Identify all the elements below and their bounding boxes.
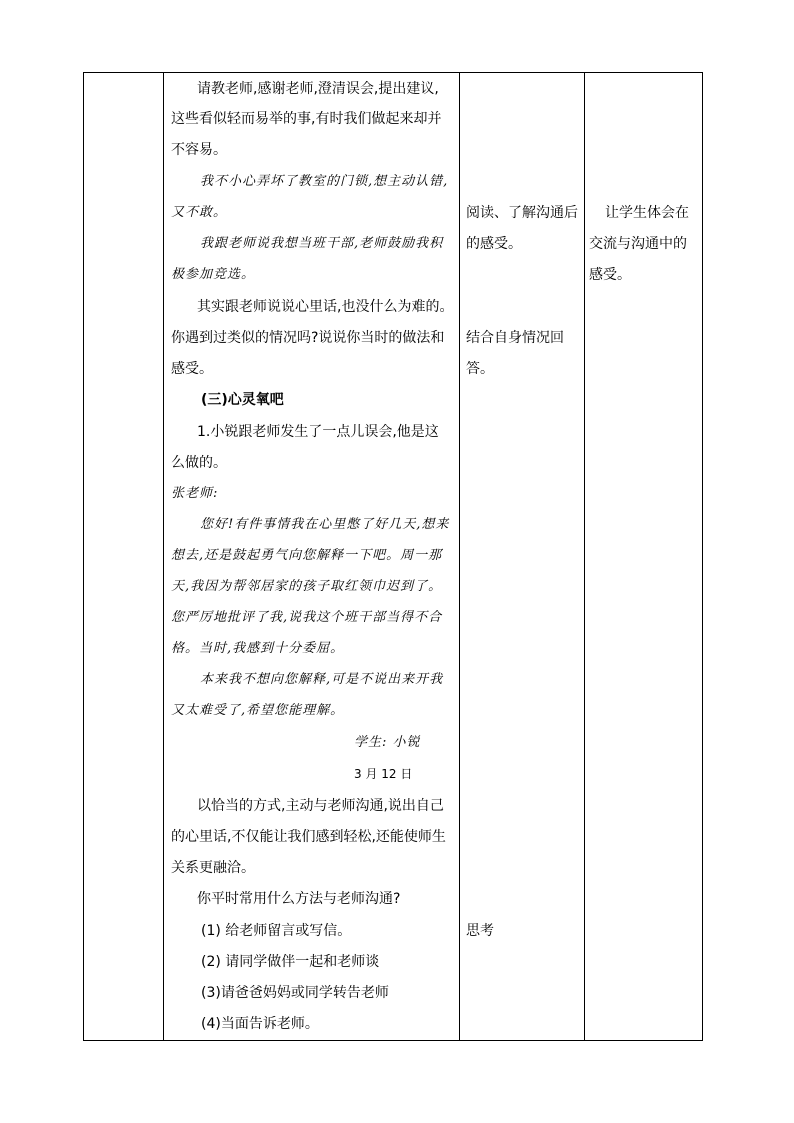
letter-date: 3 月 12 日 — [354, 767, 413, 781]
example-1-line: 又不敢。 — [171, 205, 228, 220]
reflection-paragraph-line: 你遇到过类似的情况吗?说说你当时的做法和 — [171, 330, 445, 346]
activity-2-line: 答。 — [466, 361, 494, 377]
question-2: 你平时常用什么方法与老师沟通? — [197, 891, 401, 907]
option-item: (1) 给老师留言或写信。 — [201, 923, 352, 939]
option-item: (2) 请同学做伴一起和老师谈 — [201, 954, 380, 970]
reflection-paragraph-line: 感受。 — [171, 361, 213, 377]
column-divider-3 — [584, 72, 585, 1041]
letter-signature: 学生: 小锐 — [354, 735, 421, 750]
table-border-left — [83, 72, 84, 1041]
summary-paragraph-line: 的心里话,不仅能让我们感到轻松,还能使师生 — [171, 829, 446, 845]
summary-paragraph-line: 关系更融洽。 — [171, 860, 255, 876]
purpose-line: 感受。 — [589, 267, 631, 283]
letter-body-line: 想去,还是鼓起勇气向您解释一下吧。周一那 — [171, 548, 443, 563]
table-top-border — [83, 72, 703, 73]
letter-body-line: 又太难受了,希望您能理解。 — [171, 703, 345, 718]
activity-3: 思考 — [466, 923, 494, 939]
letter-body-line: 您好!有件事情我在心里憋了好几天,想来 — [200, 517, 450, 532]
question-1-line: 1.小锐跟老师发生了一点儿误会,他是这 — [197, 424, 439, 440]
intro-paragraph-line: 这些看似轻而易举的事,有时我们做起来却并 — [171, 111, 442, 127]
option-item: (4)当面告诉老师。 — [201, 1016, 319, 1032]
intro-paragraph-line: 请教老师,感谢老师,澄清误会,提出建议, — [197, 81, 439, 97]
column-divider-2 — [459, 72, 460, 1041]
letter-body-line: 本来我不想向您解释,可是不说出来开我 — [200, 672, 444, 687]
activity-1-line: 的感受。 — [466, 236, 522, 252]
summary-paragraph-line: 以恰当的方式,主动与老师沟通,说出自己 — [197, 798, 444, 814]
letter-body-line: 您严厉地批评了我,说我这个班干部当得不合 — [171, 610, 443, 625]
letter-greeting: 张老师: — [171, 486, 219, 501]
reflection-paragraph-line: 其实跟老师说说心里话,也没什么为难的。 — [197, 299, 454, 315]
purpose-line: 让学生体会在 — [605, 205, 689, 221]
table-bottom-border — [83, 1040, 703, 1041]
letter-body-line: 格。当时,我感到十分委屈。 — [171, 641, 345, 656]
option-item: (3)请爸爸妈妈或同学转告老师 — [201, 985, 389, 1001]
table-border-right — [702, 72, 703, 1041]
example-1-line: 我不小心弄坏了教室的门锁,想主动认错, — [200, 174, 449, 189]
example-2-line: 极参加竞选。 — [171, 267, 256, 282]
letter-body-line: 天,我因为帮邻居家的孩子取红领巾迟到了。 — [171, 579, 443, 594]
purpose-line: 交流与沟通中的 — [589, 236, 687, 252]
example-2-line: 我跟老师说我想当班干部,老师鼓励我积 — [200, 236, 444, 251]
section-title: (三)心灵氧吧 — [201, 392, 284, 408]
activity-1-line: 阅读、了解沟通后 — [466, 205, 578, 221]
column-divider-1 — [163, 72, 164, 1041]
question-1-line: 么做的。 — [171, 455, 227, 471]
intro-paragraph-line: 不容易。 — [171, 142, 227, 158]
activity-2-line: 结合自身情况回 — [466, 330, 564, 346]
